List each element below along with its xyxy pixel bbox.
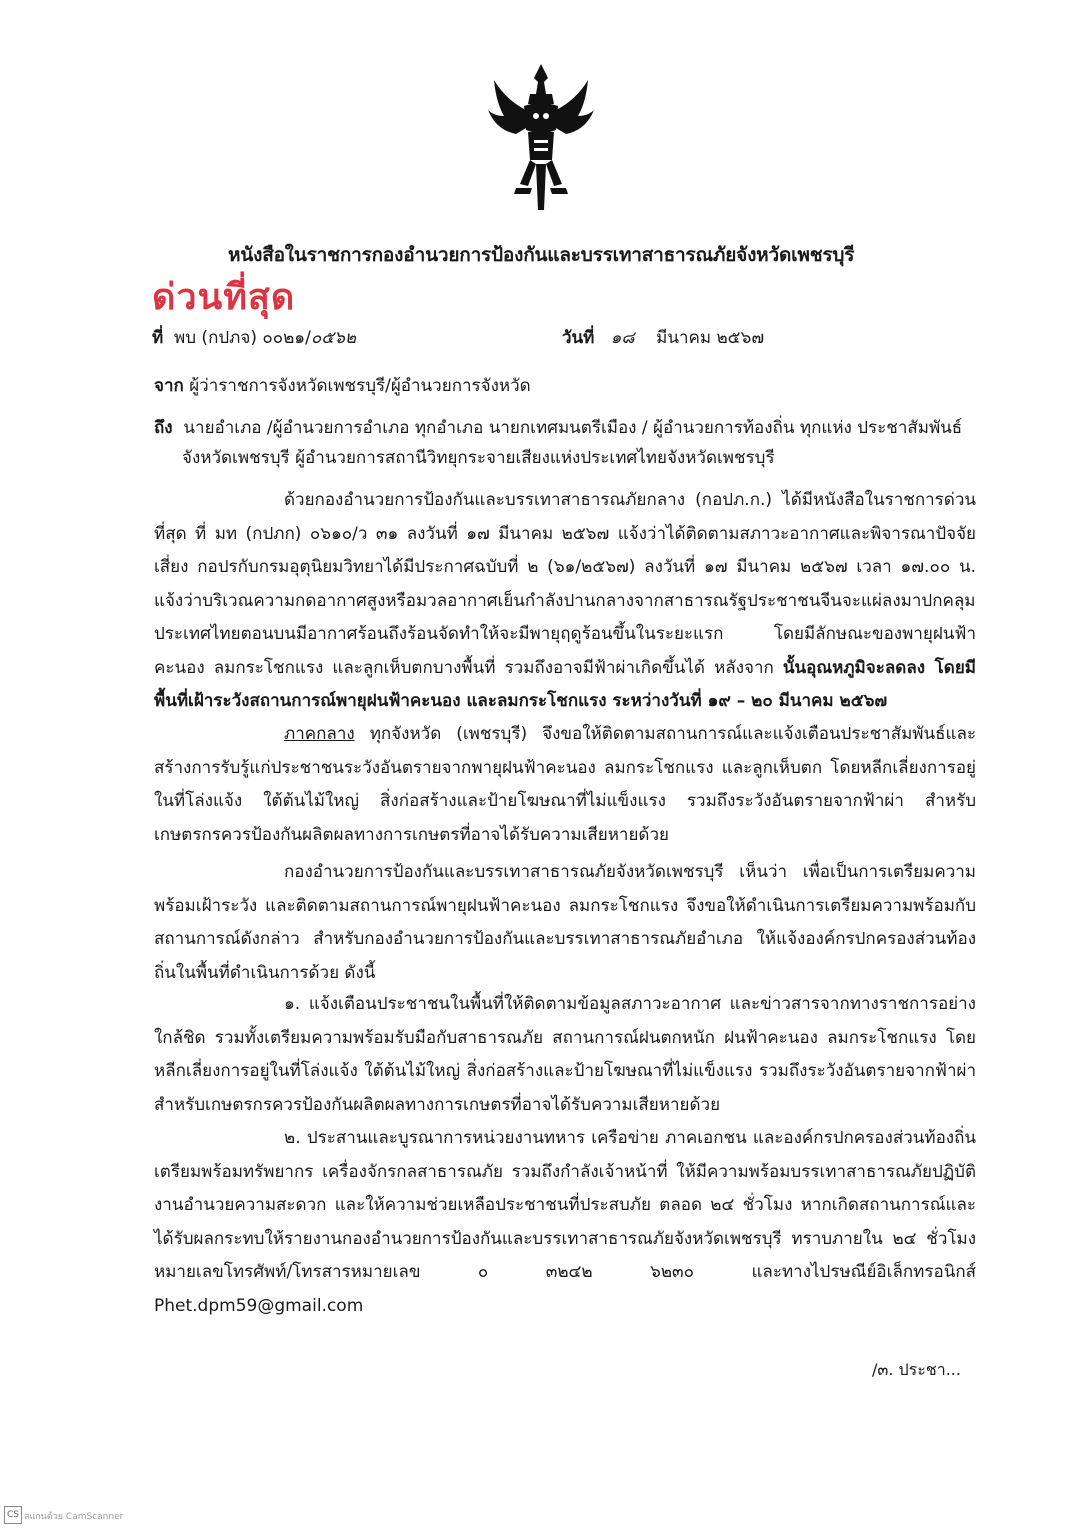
- paragraph-2-text: ทุกจังหวัด (เพชรบุรี) จึงขอให้ติดตามสถานการณ์และแจ้งเตือนประชาสัมพันธ์และสร้างการรับรู้แก่ประชาชนระวังอันตรายจากพายุฝนฟ้าคะนอง ลมกระโชกแรง และลูกเห็บตก โดยหลีกเลี่ยงการอยู่ในที่โล่งแจ้ง ใต้ต้นไม้ใหญ่ สิ่งก่อสร้างและป้ายโฆษณาที่ไม่แข็งแรง รวมถึงระวังอันตรายจากฟ้าผ่า สำหรับเกษตรกรควรป้องกันผลิตผลทางการเกษตรที่อาจได้รับความเสียหายด้วย: [154, 724, 976, 845]
- date-month-year: มีนาคม ๒๕๖๗: [656, 328, 765, 348]
- date-label: วันที่: [562, 328, 595, 348]
- to-value-line-1: นายอำเภอ /ผู้อำนวยการอำเภอ ทุกอำเภอ นายกเทศมนตรีเมือง / ผู้อำนวยการท้องถิ่น ทุกแห่ง ประชาสัมพันธ์: [183, 418, 963, 438]
- garuda-emblem-icon: [486, 60, 596, 216]
- paragraph-item-1: [154, 988, 976, 1122]
- paragraph-1: [154, 484, 976, 719]
- document-number-line: [152, 324, 356, 351]
- item-1-text: ๑. แจ้งเตือนประชาชนในพื้นที่ให้ติดตามข้อมูลสภาวะอากาศ และข่าวสารจากทางราชการอย่างใกล้ชิด รวมทั้งเตรียมความพร้อมรับมือกับสาธารณภัย สถานการณ์ฝนตกหนัก ฝนฟ้าคะนอง ลมกระโชกแรง โดยหลีกเลี่ยงการอยู่ในที่โล่งแจ้ง ใต้ต้นไม้ใหญ่ สิ่งก่อสร้างและป้ายโฆษณาที่ไม่แข็งแรง รวมถึงระวังอันตรายจากฟ้าผ่า สำหรับเกษตรกรควรป้องกันผลิตผลทางการเกษตรที่อาจได้รับความเสียหายด้วย: [154, 994, 976, 1115]
- camscanner-logo-icon: CS: [4, 1506, 22, 1524]
- document-number-label: ที่: [152, 328, 164, 348]
- document-number: พบ (กปภจ) ๐๐๒๑/: [174, 328, 311, 348]
- from-value: ผู้ว่าราชการจังหวัดเพชรบุรี/ผู้อำนวยการจังหวัด: [189, 376, 531, 396]
- camscanner-watermark: สแกนด้วย CamScanner: [24, 1512, 124, 1522]
- paragraph-3: [154, 856, 976, 990]
- paragraph-2: [154, 718, 976, 852]
- document-title: หนังสือในราชการกองอำนวยการป้องกันและบรรเทาสาธารณภัยจังหวัดเพชรบุรี: [228, 244, 855, 266]
- date-line: [562, 324, 764, 351]
- to-value-line-2: จังหวัดเพชรบุรี ผู้อำนวยการสถานีวิทยุกระจายเสียงแห่งประเทศไทยจังหวัดเพชรบุรี: [182, 448, 775, 468]
- from-label: จาก: [154, 376, 184, 396]
- paragraph-3-text: กองอำนวยการป้องกันและบรรเทาสาธารณภัยจังหวัดเพชรบุรี เห็นว่า เพื่อเป็นการเตรียมความพร้อมเฝ้าระวัง และติดตามสถานการณ์พายุฝนฟ้าคะนอง ลมกระโชกแรง จึงขอให้ดำเนินการเตรียมความพร้อมกับสถานการณ์ดังกล่าว สำหรับกองอำนวยการป้องกันและบรรเทาสาธารณภัยอำเภอ ให้แจ้งองค์กรปกครองส่วนท้องถิ่นในพื้นที่ดำเนินการด้วย ดังนี้: [154, 862, 976, 983]
- region-label: ภาคกลาง: [284, 724, 355, 744]
- paragraph-1-bold-text: นั้นอุณหภูมิจะลดลง โดยมีพื้นที่เฝ้าระวังสถานการณ์พายุฝนฟ้าคะนอง และลมกระโชกแรง ระหว่างวันที่ ๑๙ – ๒๐ มีนาคม ๒๕๖๗: [154, 657, 976, 711]
- continuation-marker: /๓. ประชา...: [872, 1360, 961, 1379]
- item-2-text: ๒. ประสานและบูรณาการหน่วยงานทหาร เครือข่าย ภาคเอกชน และองค์กรปกครองส่วนท้องถิ่นเตรียมพร้อมทรัพยากร เครื่องจักรกลสาธารณภัย รวมถึงกำลังเจ้าหน้าที่ ให้มีความพร้อมบรรเทาสาธารณภัยปฏิบัติงานอำนวยความสะดวก และให้ความช่วยเหลือประชาชนที่ประสบภัย ตลอด ๒๔ ชั่วโมง หากเกิดสถานการณ์และได้รับผลกระทบให้รายงานกองอำนวยการป้องกันและบรรเทาสาธารณภัยจังหวัดเพชรบุรี ทราบภายใน ๒๔ ชั่วโมง หมายเลขโทรศัพท์/โทรสารหมายเลข ๐ ๓๒๔๒ ๖๒๓๐ และทางไปรษณีย์อิเล็กทรอนิกส์ Phet.dpm59@gmail.com: [154, 1128, 976, 1316]
- urgent-stamp: ด่วนที่สุด: [152, 277, 296, 318]
- paragraph-item-2: [154, 1122, 976, 1323]
- paragraph-1-text: ด้วยกองอำนวยการป้องกันและบรรเทาสาธารณภัยกลาง (กอปภ.ก.) ได้มีหนังสือในราชการด่วนที่สุด ที่ มท (กปภก) ๐๖๑๐/ว ๓๑ ลงวันที่ ๑๗ มีนาคม ๒๕๖๗ แจ้งว่าได้ติดตามสภาวะอากาศและพิจารณาปัจจัยเสี่ยง กอปรกับกรมอุตุนิยมวิทยาได้มีประกาศฉบับที่ ๒ (๖๑/๒๕๖๗) ลงวันที่ ๑๗ มีนาคม ๒๕๖๗ เวลา ๑๗.๐๐ น. แจ้งว่าบริเวณความกดอากาศสูงหรือมวลอากาศเย็นกำลังปานกลางจากสาธารณรัฐประชาชนจีนจะแผ่ลงมาปกคลุมประเทศไทยตอนบนมีอากาศร้อนถึงร้อนจัดทำให้จะมีพายุฤดูร้อนขึ้นในระยะแรก โดยมีลักษณะของพายุฝนฟ้าคะนอง ลมกระโชกแรง และลูกเห็บตกบางพื้นที่ รวมถึงอาจมีฟ้าผ่าเกิดขึ้นได้ หลังจาก: [154, 490, 976, 678]
- to-line-1: [154, 414, 962, 441]
- to-label: ถึง: [154, 418, 173, 438]
- date-day-handwritten: ๑๘: [610, 328, 635, 348]
- from-line: [154, 372, 531, 399]
- document-number-handwritten: ๐๕๖๒: [310, 328, 357, 348]
